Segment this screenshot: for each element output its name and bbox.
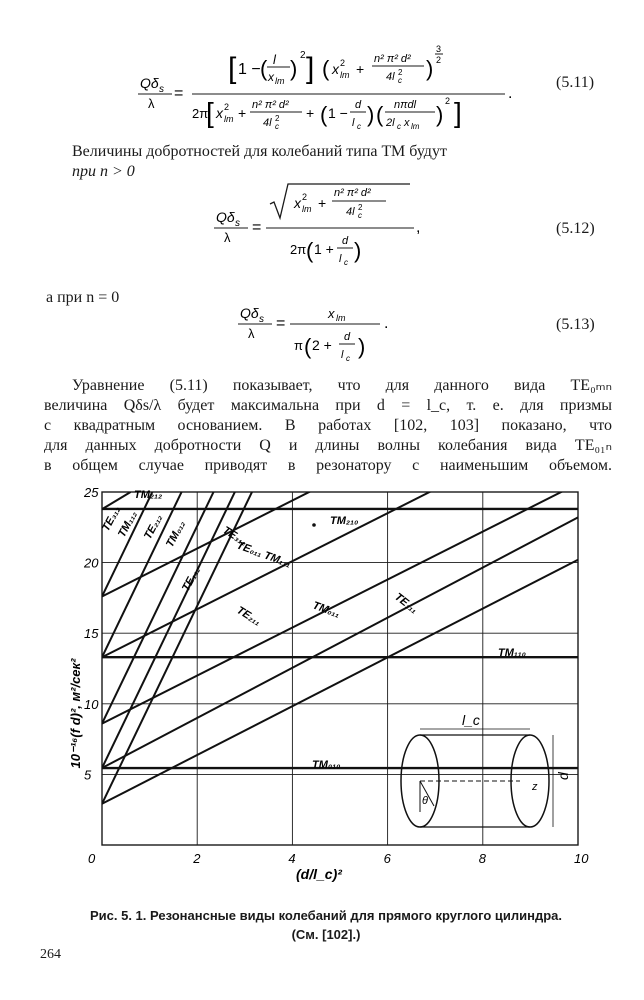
svg-text:Qδ: Qδ (140, 75, 159, 91)
svg-text:=: = (276, 315, 286, 332)
y-axis-label: 10⁻¹⁶(f d)², м²/сек² (68, 658, 83, 769)
svg-text:lm: lm (302, 204, 312, 214)
svg-text:d: d (344, 331, 351, 343)
svg-text:x: x (404, 117, 410, 129)
svg-text:): ) (426, 56, 434, 81)
svg-text:s: s (159, 84, 164, 95)
inset-length-label: l_c (462, 712, 480, 728)
mode-label: TE₂₁₂ (142, 512, 166, 542)
svg-text:2: 2 (224, 102, 230, 112)
paragraph-n-zero: а при n = 0 (46, 289, 120, 306)
svg-text:2: 2 (302, 192, 308, 202)
svg-text:+: + (356, 61, 365, 77)
equation-5-13-graphic (234, 296, 404, 368)
equation-5-11 (130, 36, 520, 136)
x-tick-label: 6 (383, 851, 391, 866)
svg-text:lm: lm (275, 76, 285, 86)
svg-text:c: c (397, 122, 401, 131)
svg-text:d: d (355, 99, 362, 111)
svg-text:lm: lm (336, 313, 346, 323)
series-line-1 (102, 517, 578, 768)
inset-diameter-label: d (555, 772, 571, 780)
svg-text:(: ( (320, 102, 328, 127)
svg-text:s: s (259, 314, 264, 325)
x-axis-label: (d/l_c)² (296, 866, 342, 882)
svg-text:lm: lm (340, 70, 350, 80)
svg-text:1 −: 1 − (328, 105, 348, 121)
svg-text:2: 2 (398, 68, 403, 77)
svg-text:x: x (294, 195, 301, 211)
inset-axis-label: z (532, 781, 538, 793)
svg-text:2: 2 (358, 203, 363, 212)
svg-text:): ) (358, 334, 366, 359)
equation-number-5-12: (5.12) (556, 220, 595, 237)
svg-text:1 +: 1 + (314, 241, 334, 257)
svg-text:2 +: 2 + (312, 337, 332, 353)
svg-text:2: 2 (275, 114, 280, 123)
chart-tick-labels (83, 485, 589, 866)
svg-text:d: d (342, 235, 349, 247)
svg-text:2π: 2π (290, 242, 307, 257)
svg-text:x: x (268, 70, 274, 84)
paragraph-tm-qualities (72, 142, 592, 182)
paragraph-line: Уравнение (5.11) показывает, что для данного вида TE₀ₘₙ (72, 377, 612, 394)
svg-text:lm: lm (411, 122, 420, 131)
series-line-9 (102, 478, 578, 657)
mode-chart (0, 478, 644, 888)
svg-text:=: = (252, 219, 262, 236)
svg-text:1 −: 1 − (238, 61, 261, 78)
x-tick-label: 10 (574, 851, 589, 866)
x-tick-label: 0 (88, 851, 96, 866)
data-point (312, 523, 316, 527)
mode-label: TE₃₁₁ (220, 524, 249, 549)
y-tick-label: 10 (84, 696, 99, 712)
svg-text:4l: 4l (346, 206, 355, 218)
equation-5-12-graphic (210, 178, 430, 278)
y-tick-label: 5 (84, 767, 92, 783)
series-line-4 (102, 478, 578, 657)
svg-text:s: s (235, 218, 240, 229)
svg-text:l: l (352, 117, 355, 129)
mode-label: TM₂₁₀ (330, 515, 359, 527)
svg-text:Qδ: Qδ (240, 305, 259, 321)
mode-label: TE₂₁₁ (234, 604, 263, 629)
svg-text:): ) (354, 238, 362, 263)
svg-text:n² π² d²: n² π² d² (374, 53, 411, 65)
caption-line-1: Рис. 5. 1. Резонансные виды колебаний для прямого круглого цилиндра. (89, 908, 563, 923)
svg-text:l: l (273, 52, 276, 67)
svg-text:.: . (508, 85, 513, 102)
svg-text:Qδ: Qδ (216, 209, 235, 225)
x-tick-label: 8 (478, 851, 487, 866)
svg-text:,: , (416, 219, 421, 236)
paragraph-line: в общем случае приводят в резонатору с наименьшим объемом. (44, 457, 612, 474)
mode-label: TE₁₁₂ (180, 564, 203, 594)
y-tick-label: 20 (84, 555, 99, 571)
paragraph-analysis (44, 376, 612, 476)
y-tick-label: 25 (84, 485, 99, 500)
mode-label: TM₁₁₂ (116, 509, 140, 540)
equation-5-13 (234, 296, 404, 368)
svg-text:nπdl: nπdl (394, 99, 417, 111)
figure-caption (36, 906, 616, 944)
svg-text:2π: 2π (192, 106, 209, 121)
svg-text:(: ( (376, 102, 384, 127)
paragraph-line: Величины добротностей для колебаний типа ТМ будут (72, 143, 447, 160)
svg-text:l: l (341, 349, 344, 361)
svg-text:c: c (358, 211, 362, 220)
mode-label: TM₁₁₀ (498, 647, 526, 659)
svg-text:c: c (357, 122, 361, 131)
paragraph-line: при n > 0 (72, 163, 135, 180)
y-tick-label: 15 (84, 626, 99, 642)
svg-text:(: ( (260, 56, 268, 81)
equation-number-5-11: (5.11) (556, 74, 595, 91)
svg-text:x: x (332, 61, 339, 77)
mode-label: TM₀₁₁ (310, 599, 342, 621)
svg-text:n² π² d²: n² π² d² (334, 187, 371, 199)
paragraph-line: величина Qδs/λ будет максимальна при d = l_c, т. е. для призмы (44, 397, 612, 414)
paragraph-line: для данных добротности Q и длины волны колебания вида TE₀₁ₙ (44, 437, 612, 454)
svg-text:]: ] (454, 97, 462, 128)
mode-label: TE₀₁₁ TM₁₁₁ (234, 539, 293, 571)
svg-text:λ: λ (248, 326, 255, 341)
svg-text:2: 2 (300, 50, 306, 61)
mode-label: TM₀₁₀ (312, 759, 341, 771)
svg-text:): ) (290, 56, 298, 81)
paragraph-line: с квадратным основанием. В работах [102, 103] показано, что (44, 417, 612, 434)
svg-text:λ: λ (148, 96, 155, 111)
svg-text:]: ] (306, 52, 315, 85)
svg-text:=: = (174, 85, 184, 102)
inset-angle-label: θ (422, 795, 428, 807)
mode-label: TM₀₁₂ (164, 518, 188, 550)
svg-text:c: c (398, 76, 402, 85)
equation-5-12 (210, 178, 430, 278)
svg-text:3: 3 (436, 44, 442, 54)
svg-text:lm: lm (224, 114, 234, 124)
svg-text:c: c (346, 354, 350, 363)
svg-text:π: π (294, 338, 303, 353)
svg-text:c: c (344, 258, 348, 267)
svg-text:4l: 4l (386, 71, 395, 83)
equation-5-11-graphic (130, 36, 520, 136)
mode-label: TM₂₁₂ (134, 489, 163, 501)
x-tick-label: 4 (288, 851, 296, 866)
svg-text:2: 2 (340, 58, 346, 68)
svg-text:2: 2 (436, 55, 442, 65)
mode-label: TE₃₁₂ (100, 504, 124, 534)
svg-text:(: ( (322, 56, 330, 81)
svg-text:(: ( (304, 334, 312, 359)
svg-text:+: + (306, 105, 315, 121)
svg-text:[: [ (206, 97, 214, 128)
svg-text:x: x (216, 105, 223, 121)
svg-text:(: ( (306, 238, 314, 263)
svg-text:c: c (275, 122, 279, 131)
svg-text:x: x (328, 306, 335, 321)
svg-text:+: + (238, 105, 247, 121)
svg-text:[: [ (228, 52, 237, 85)
page-number: 264 (40, 947, 61, 962)
x-tick-label: 2 (193, 851, 201, 866)
chart-axis-labels (68, 658, 342, 882)
equation-number-5-13: (5.13) (556, 316, 595, 333)
svg-text:.: . (384, 315, 389, 332)
svg-text:2l: 2l (386, 117, 395, 129)
svg-text:l: l (339, 253, 342, 265)
svg-text:): ) (436, 102, 444, 127)
mode-label: TE₁₁₁ (392, 590, 420, 617)
svg-text:λ: λ (224, 230, 231, 245)
svg-text:): ) (367, 102, 375, 127)
svg-text:2: 2 (445, 96, 451, 106)
caption-line-2: (См. [102].) (291, 927, 361, 942)
svg-text:4l: 4l (263, 117, 272, 129)
svg-text:+: + (318, 195, 327, 211)
svg-text:n² π² d²: n² π² d² (252, 99, 289, 111)
